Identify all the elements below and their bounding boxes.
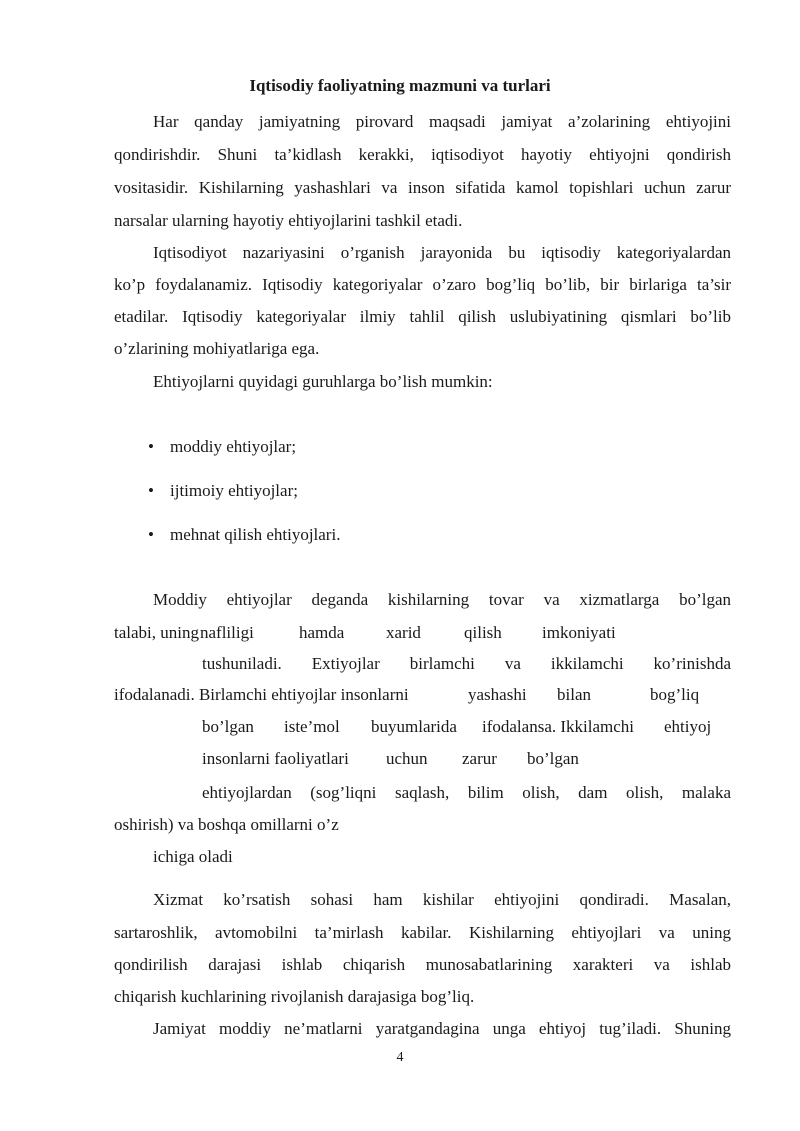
paragraph-4-word: ifodalansa. Ikkilamchi <box>482 717 635 736</box>
bullet-icon: • <box>148 525 154 544</box>
paragraph-4-word: ifodalanadi. Birlamchi ehtiyojlar insonlarni <box>114 685 409 704</box>
paragraph-1-line-1: Har qanday jamiyatning pirovard maqsadi jamiyat a’zolarining ehtiyojini <box>153 112 731 131</box>
paragraph-4-word: yashashi <box>468 685 527 704</box>
paragraph-4-word: iste’mol <box>284 717 340 736</box>
paragraph-4-line-3: tushuniladi. Extiyojlar birlamchi va ikkilamchi ko’rinishda <box>202 654 731 673</box>
paragraph-4-word: insonlarni faoliyatlari <box>202 749 349 768</box>
bullet-icon: • <box>148 437 154 456</box>
paragraph-5-line-3: qondirilish darajasi ishlab chiqarish munosabatlarining xarakteri va ishlab <box>114 955 731 974</box>
paragraph-2-line-1: Iqtisodiyot nazariyasini o’rganish jarayonida bu iqtisodiy kategoriyalardan <box>153 243 731 262</box>
paragraph-4-word: ehtiyoj <box>664 717 712 736</box>
paragraph-4-word: bilan <box>557 685 591 704</box>
paragraph-4-line-7: ehtiyojlardan (sog’liqni saqlash, bilim olish, dam olish, malaka <box>202 783 731 802</box>
paragraph-4-word: bo’lgan <box>527 749 579 768</box>
paragraph-4-line-1: Moddiy ehtiyojlar deganda kishilarning tovar va xizmatlarga bo’lgan <box>153 590 731 609</box>
paragraph-4-word: talabi, uning <box>114 623 199 642</box>
paragraph-6-line-1: Jamiyat moddiy ne’matlarni yaratgandagina unga ehtiyoj tug’iladi. Shuning <box>153 1019 731 1038</box>
paragraph-4-word: xarid <box>386 623 421 642</box>
paragraph-3: Ehtiyojlarni quyidagi guruhlarga bo’lish mumkin: <box>153 372 493 391</box>
paragraph-1-line-2: qondirishdir. Shuni ta’kidlash kerakki, iqtisodiyot hayotiy ehtiyojni qondirish <box>114 145 731 164</box>
paragraph-4-line-9: ichiga oladi <box>153 847 233 866</box>
paragraph-1-line-3: vositasidir. Kishilarning yashashlari va inson sifatida kamol topishlari uchun zarur <box>114 178 731 197</box>
paragraph-4-word: bo’lgan <box>202 717 254 736</box>
paragraph-4-word: bog’liq <box>650 685 700 704</box>
paragraph-5-line-1: Xizmat ko’rsatish sohasi ham kishilar ehtiyojini qondiradi. Masalan, <box>153 890 731 909</box>
paragraph-2-line-2: ko’p foydalanamiz. Iqtisodiy kategoriyalar o’zaro bog’liq bo’lib, bir birlariga ta’sir <box>114 275 731 294</box>
paragraph-4-word: buyumlarida <box>371 717 457 736</box>
paragraph-5-line-2: sartaroshlik, avtomobilni ta’mirlash kabilar. Kishilarning ehtiyojlari va uning <box>114 923 731 942</box>
paragraph-4-word: nafliligi <box>200 623 254 642</box>
page-number: 4 <box>396 1050 404 1065</box>
paragraph-2-line-4: o’zlarining mohiyatlariga ega. <box>114 339 320 358</box>
paragraph-2-line-3: etadilar. Iqtisodiy kategoriyalar ilmiy tahlil qilish uslubiyatining qismlari bo’lib <box>114 307 731 326</box>
paragraph-1-line-4: narsalar ularning hayotiy ehtiyojlarini tashkil etadi. <box>114 211 463 230</box>
paragraph-4-word: uchun <box>386 749 428 768</box>
paragraph-4-word: zarur <box>462 749 497 768</box>
bullet-icon: • <box>148 481 154 500</box>
paragraph-5-line-4: chiqarish kuchlarining rivojlanish darajasiga bog’liq. <box>114 987 475 1006</box>
paragraph-4-line-8: oshirish) va boshqa omillarni o’z <box>114 815 339 834</box>
page-title: Iqtisodiy faoliyatning mazmuni va turlari <box>249 76 551 95</box>
list-item-text: moddiy ehtiyojlar; <box>170 437 297 456</box>
paragraph-4-word: qilish <box>464 623 502 642</box>
paragraph-4-word: hamda <box>299 623 345 642</box>
list-item-text: mehnat qilish ehtiyojlari. <box>170 525 341 544</box>
list-item-text: ijtimoiy ehtiyojlar; <box>170 481 298 500</box>
paragraph-4-word: imkoniyati <box>542 623 616 642</box>
